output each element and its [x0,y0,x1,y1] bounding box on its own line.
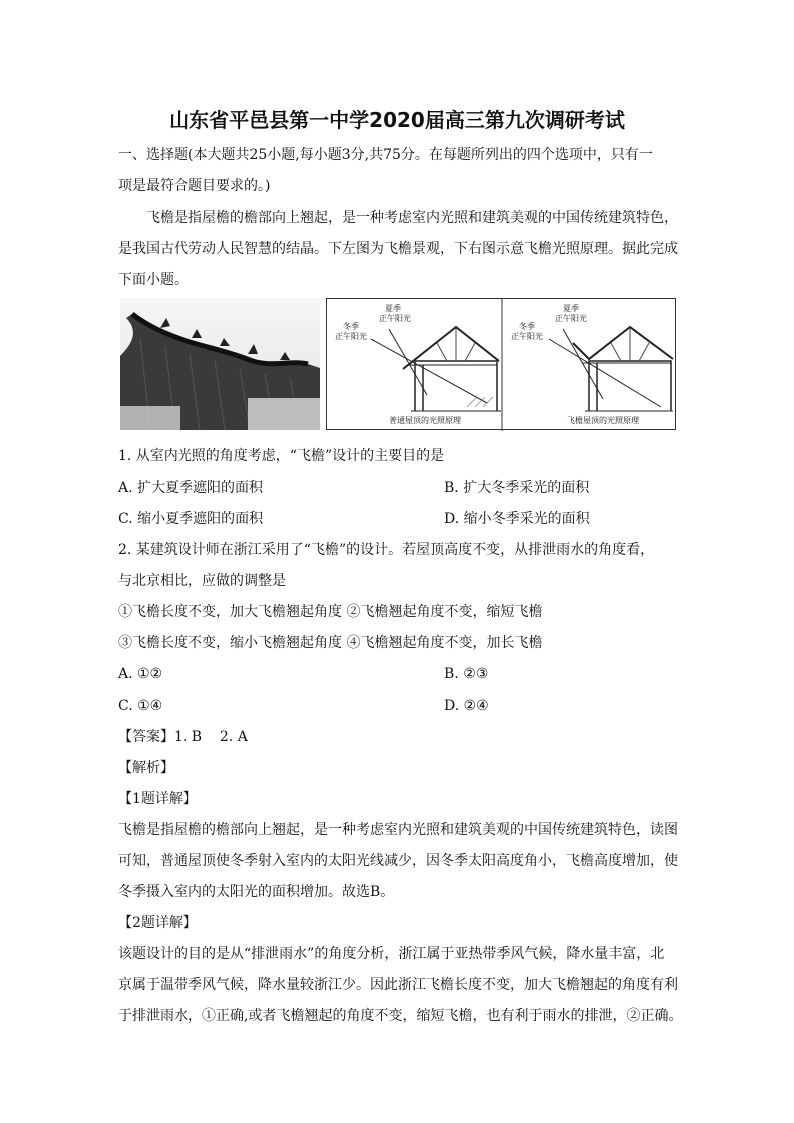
left-winter-noon-label: 正午阳光 [335,332,367,341]
q2-item-line2: ③飞檐长度不变，缩小飞檐翘起角度 ④飞檐翘起角度不变，加长飞檐 [118,635,543,651]
q1-detail-line3: 冬季摄入室内的太阳光的面积增加。故选B。 [118,884,395,900]
q2-detail-line1: 该题设计的目的是从“排泄雨水”的角度分析，浙江属于亚热带季风气候，降水量丰富，北 [118,946,665,962]
q2-option-c: C. ①④ [118,698,163,714]
light-principle-diagram [326,298,676,430]
intro-line2: 是我国古代劳动人民智慧的结晶。下左图为飞檐景观，下右图示意飞檐光照原理。据此完成 [118,241,678,257]
figure [120,298,676,430]
q1-stem: 1. 从室内光照的角度考虑，“飞檐”设计的主要目的是 [118,448,445,464]
left-caption: 普通屋顶的光照原理 [389,416,461,425]
right-winter-label: 冬季 [519,322,535,331]
q1-detail-line1: 飞檐是指屋檐的檐部向上翘起，是一种考虑室内光照和建筑美观的中国传统建筑特色，读图 [118,822,678,838]
right-caption: 飞檐屋顶的光照原理 [567,416,639,425]
intro-line1: 飞檐是指屋檐的檐部向上翘起，是一种考虑室内光照和建筑美观的中国传统建筑特色， [146,210,678,226]
page-title: 山东省平邑县第一中学2020届高三第九次调研考试 [169,108,625,132]
q2-option-a: A. ①② [118,666,163,682]
section-instructions-line1: 一、选择题(本大题共25小题,每小题3分,共75分。在每题所列出的四个选项中，只有一 [118,147,653,163]
q2-detail-heading: 【2题详解】 [118,915,197,931]
q2-option-d: D. ②④ [444,698,489,714]
q1-detail-line2: 可知，普通屋顶使冬季射入室内的太阳光线减少，因冬季太阳高度角小，飞檐高度增加，使 [118,853,678,869]
q2-detail-line2: 京属于温带季风气候，降水量较浙江少。因此浙江飞檐长度不变，加大飞檐翘起的角度有利 [118,977,678,993]
q2-option-b: B. ②③ [444,666,489,682]
ordinary-roof-drawing [371,327,501,411]
right-winter-noon-label: 正午阳光 [511,332,543,341]
intro-line3: 下面小题。 [118,272,188,288]
q1-option-d: D. 缩小冬季采光的面积 [444,511,590,527]
left-summer-label: 夏季 [385,304,401,313]
section-instructions-line2: 项是最符合题目要求的。) [118,178,271,194]
left-summer-noon-label: 正午阳光 [379,314,411,323]
q2-stem-line1: 2. 某建筑设计师在浙江采用了“飞檐”的设计。若屋顶高度不变，从排泄雨水的角度看， [118,542,655,558]
q2-detail-line3: 于排泄雨水，①正确,或者飞檐翘起的角度不变，缩短飞檐，也有利于雨水的排泄，②正确。 [118,1008,683,1024]
right-summer-label: 夏季 [563,304,579,313]
q2-item-line1: ①飞檐长度不变，加大飞檐翘起角度 ②飞檐翘起角度不变，缩短飞檐 [118,604,543,620]
answer-line: 【答案】1. B 2. A [118,729,248,745]
q1-detail-heading: 【1题详解】 [118,791,197,807]
flying-eave-roof-drawing [549,327,673,411]
right-summer-noon-label: 正午阳光 [555,314,587,323]
q1-option-b: B. 扩大冬季采光的面积 [444,480,590,496]
q2-stem-line2: 与北京相比，应做的调整是 [118,573,286,589]
analysis-heading: 【解析】 [118,760,174,776]
left-winter-label: 冬季 [343,322,359,331]
q1-option-a: A. 扩大夏季遮阳的面积 [118,480,264,496]
q1-option-c: C. 缩小夏季遮阳的面积 [118,511,264,527]
flying-eave-photo [120,298,320,430]
